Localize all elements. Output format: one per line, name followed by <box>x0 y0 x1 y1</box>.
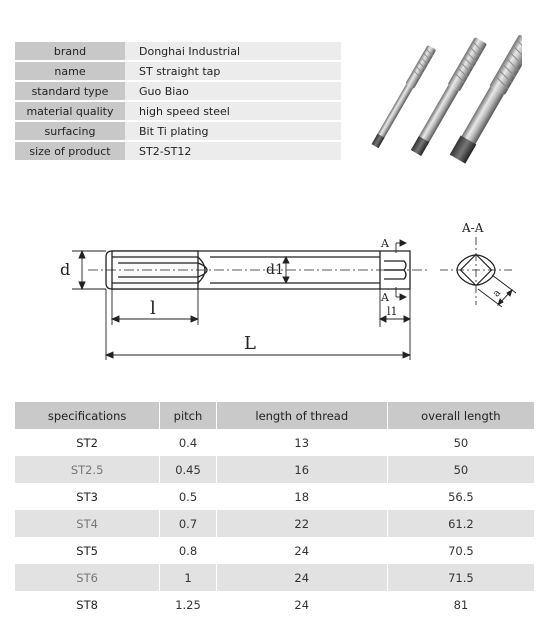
table-row <box>15 510 535 537</box>
cell-pitch: 1.25 <box>160 591 216 618</box>
cell-specification: ST8 <box>15 591 160 618</box>
label-l1: l1 <box>387 305 398 318</box>
info-key: brand <box>15 42 125 60</box>
header-length-of-thread: length of thread <box>216 402 387 429</box>
info-key: size of product <box>15 142 125 160</box>
info-key: standard type <box>15 82 125 100</box>
cell-length-of-thread: 13 <box>216 429 387 456</box>
specifications-table <box>15 402 535 618</box>
label-d1: d1 <box>266 262 284 278</box>
info-row-name <box>15 62 341 80</box>
info-key: name <box>15 62 125 80</box>
info-value: Donghai Industrial <box>125 42 341 60</box>
cell-length-of-thread: 22 <box>216 510 387 537</box>
info-row-material-quality <box>15 102 341 120</box>
table-row <box>15 537 535 564</box>
table-row <box>15 483 535 510</box>
header-pitch: pitch <box>160 402 216 429</box>
cell-pitch: 0.8 <box>160 537 216 564</box>
tap-dimension-diagram <box>0 215 550 375</box>
cell-overall-length: 71.5 <box>387 564 534 591</box>
info-value: high speed steel <box>125 102 341 120</box>
product-photo-taps <box>352 28 522 188</box>
cell-length-of-thread: 24 <box>216 564 387 591</box>
info-row-surfacing <box>15 122 341 140</box>
label-A-top: A <box>381 237 389 250</box>
cell-specification: ST4 <box>15 510 160 537</box>
table-header-row <box>15 402 535 429</box>
cell-pitch: 0.45 <box>160 456 216 483</box>
label-section: A-A <box>462 221 484 235</box>
table-row <box>15 456 535 483</box>
cell-length-of-thread: 16 <box>216 456 387 483</box>
info-row-standard-type <box>15 82 341 100</box>
info-value: Bit Ti plating <box>125 122 341 140</box>
cell-length-of-thread: 18 <box>216 483 387 510</box>
label-L: L <box>244 333 256 354</box>
cell-specification: ST2.5 <box>15 456 160 483</box>
cell-length-of-thread: 24 <box>216 537 387 564</box>
cell-specification: ST5 <box>15 537 160 564</box>
cell-pitch: 0.7 <box>160 510 216 537</box>
cell-overall-length: 50 <box>387 429 534 456</box>
header-specifications: specifications <box>15 402 160 429</box>
cell-specification: ST2 <box>15 429 160 456</box>
tap-large <box>450 34 522 163</box>
product-info-table <box>15 40 341 162</box>
info-row-size-of-product <box>15 142 341 160</box>
info-value: ST2-ST12 <box>125 142 341 160</box>
label-d: d <box>60 260 71 279</box>
info-key: material quality <box>15 102 125 120</box>
table-row <box>15 591 535 618</box>
label-A-bottom: A <box>381 291 389 304</box>
cell-pitch: 0.5 <box>160 483 216 510</box>
info-key: surfacing <box>15 122 125 140</box>
header-overall-length: overall length <box>387 402 534 429</box>
info-value: Guo Biao <box>125 82 341 100</box>
table-row <box>15 564 535 591</box>
cell-length-of-thread: 24 <box>216 591 387 618</box>
cell-specification: ST3 <box>15 483 160 510</box>
label-a: a <box>490 287 504 300</box>
label-l: l <box>150 298 156 319</box>
cell-specification: ST6 <box>15 564 160 591</box>
info-row-brand <box>15 42 341 60</box>
cell-overall-length: 70.5 <box>387 537 534 564</box>
cell-overall-length: 61.2 <box>387 510 534 537</box>
table-row <box>15 429 535 456</box>
cell-overall-length: 50 <box>387 456 534 483</box>
info-value: ST straight tap <box>125 62 341 80</box>
cell-overall-length: 56.5 <box>387 483 534 510</box>
cell-overall-length: 81 <box>387 591 534 618</box>
cell-pitch: 1 <box>160 564 216 591</box>
cell-pitch: 0.4 <box>160 429 216 456</box>
